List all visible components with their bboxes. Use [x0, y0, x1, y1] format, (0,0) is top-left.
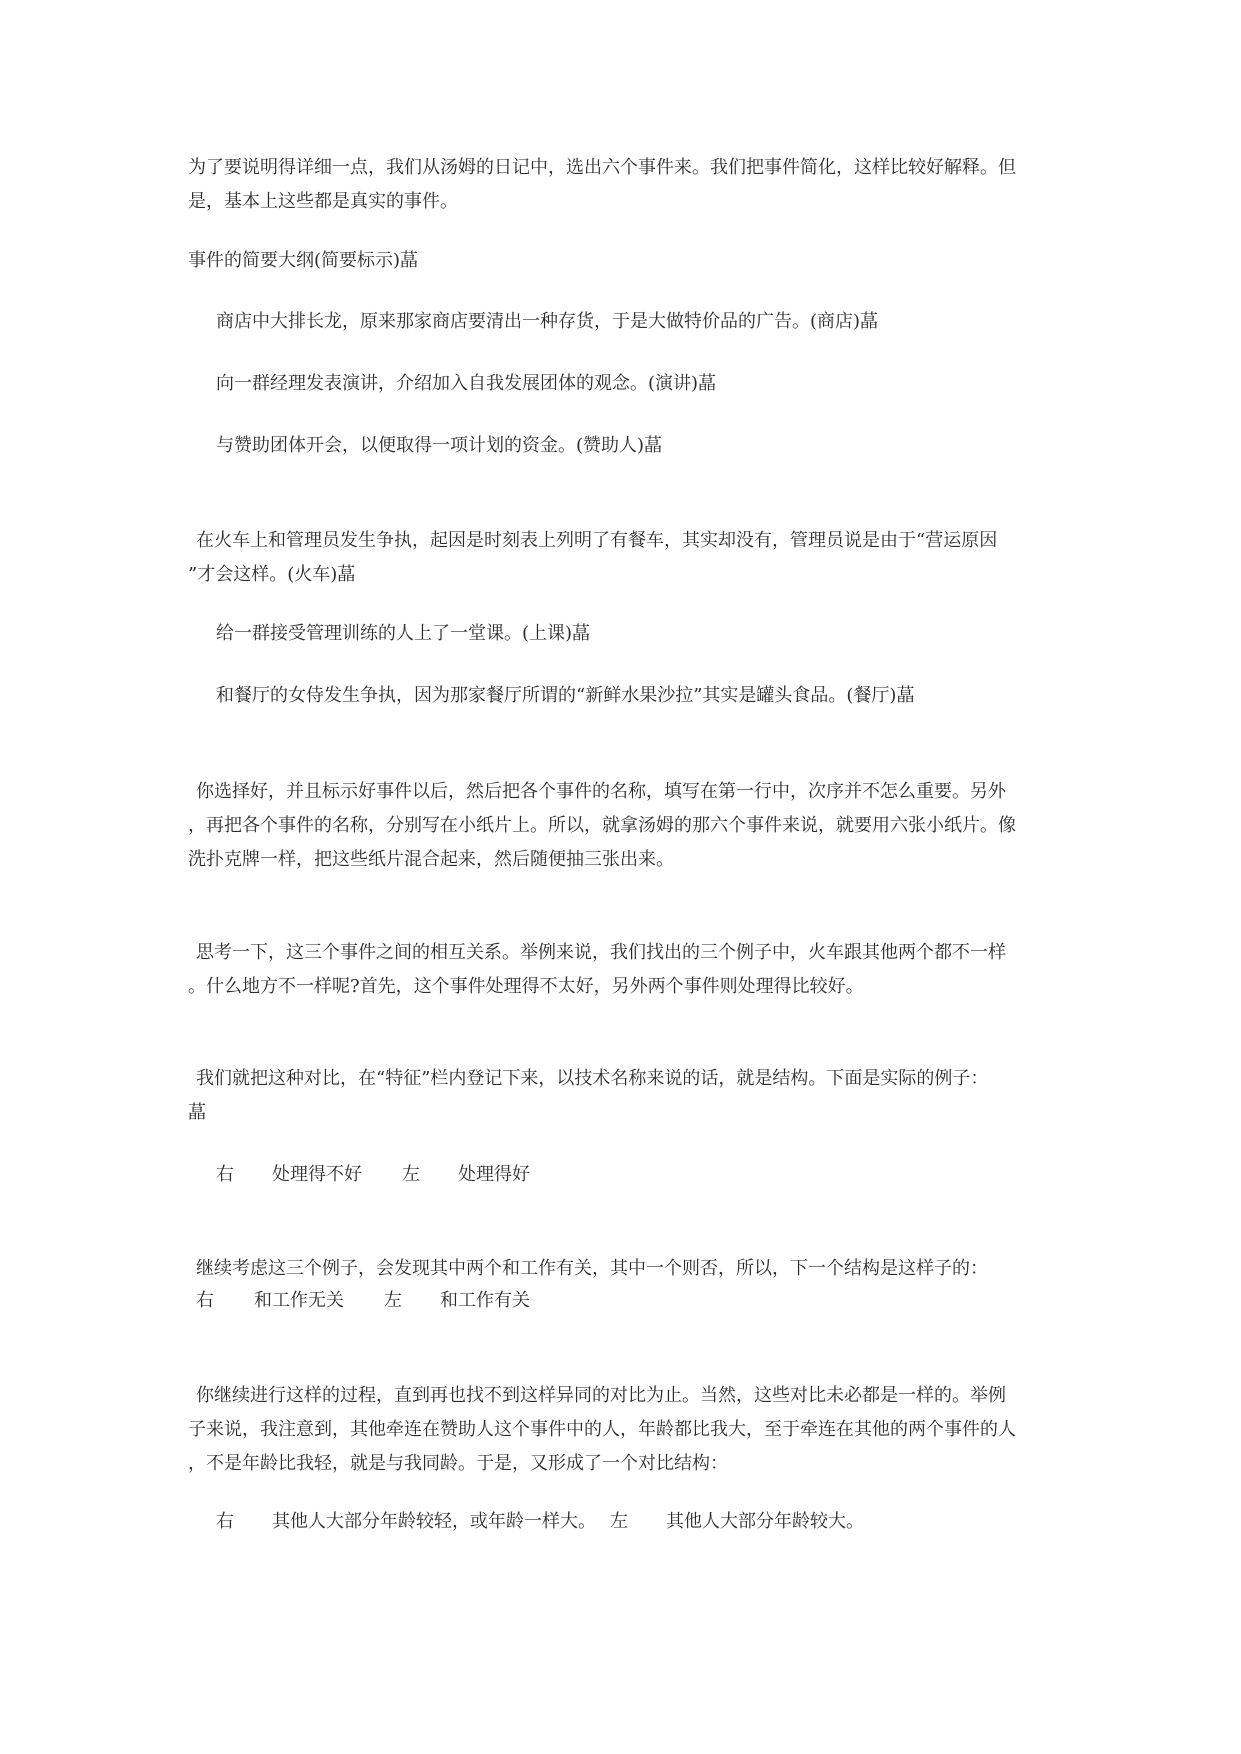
choose-line-3: 洗扑克牌一样，把这些纸片混合起来，然后随便抽三张出来。 — [188, 849, 674, 870]
construct-3-left-text: 其他人大部分年龄较大。 — [666, 1511, 864, 1532]
construct-3-left-label: 左 — [610, 1511, 628, 1532]
think-line-2: 。什么地方不一样呢?首先，这个事件处理得不太好，另外两个事件则处理得比较好。 — [188, 976, 864, 997]
construct-2-right-label: 右 — [196, 1290, 214, 1311]
process-line-3: ，不是年龄比我轻，就是与我同龄。于是，又形成了一个对比结构： — [188, 1453, 728, 1474]
construct-1-right-text: 处理得不好 — [272, 1164, 362, 1185]
contrast-line-1: 我们就把这种对比，在“特征”栏内登记下来，以技术名称来说的话，就是结构。下面是实际的例子： — [196, 1068, 989, 1089]
continue-line-1: 继续考虑这三个例子，会发现其中两个和工作有关，其中一个则否，所以，下一个结构是这样子的： — [196, 1258, 988, 1279]
construct-2-right-text: 和工作无关 — [254, 1290, 344, 1311]
think-line-1: 思考一下，这三个事件之间的相互关系。举例来说，我们找出的三个例子中，火车跟其他两个都不一样 — [196, 942, 1006, 963]
event-class: 给一群接受管理训练的人上了一堂课。(上课)蕌 — [216, 623, 591, 644]
event-sponsor: 与赞助团体开会，以便取得一项计划的资金。(赞助人)蕌 — [216, 435, 663, 456]
event-speech: 向一群经理发表演讲，介绍加入自我发展团体的观念。(演讲)蕌 — [216, 373, 717, 394]
construct-1-right-label: 右 — [216, 1164, 234, 1185]
construct-2-left-text: 和工作有关 — [440, 1290, 530, 1311]
event-restaurant: 和餐厅的女侍发生争执，因为那家餐厅所谓的“新鲜水果沙拉”其实是罐头食品。(餐厅)蕌 — [216, 685, 915, 706]
event-store: 商店中大排长龙，原来那家商店要清出一种存货，于是大做特价品的广告。(商店)蕌 — [216, 311, 879, 332]
contrast-line-2: 蕌 — [188, 1102, 206, 1123]
choose-line-1: 你选择好，并且标示好事件以后，然后把各个事件的名称，填写在第一行中，次序并不怎么重要。另外 — [196, 781, 1006, 802]
intro-line-1: 为了要说明得详细一点，我们从汤姆的日记中，选出六个事件来。我们把事件简化，这样比较好解释。但 — [188, 157, 1016, 178]
process-line-1: 你继续进行这样的过程，直到再也找不到这样异同的对比为止。当然，这些对比未必都是一样的。举例 — [196, 1385, 1006, 1406]
choose-line-2: ，再把各个事件的名称，分别写在小纸片上。所以，就拿汤姆的那六个事件来说，就要用六张小纸片。像 — [188, 815, 1016, 836]
event-train-line-1: 在火车上和管理员发生争执，起因是时刻表上列明了有餐车，其实却没有，管理员说是由于“营运原因 — [196, 530, 998, 551]
construct-2-left-label: 左 — [384, 1290, 402, 1311]
intro-line-2: 是，基本上这些都是真实的事件。 — [188, 191, 458, 212]
construct-3-right-label: 右 — [216, 1511, 234, 1532]
construct-3-right-text: 其他人大部分年龄较轻，或年龄一样大。 — [272, 1511, 596, 1532]
construct-1-left-label: 左 — [402, 1164, 420, 1185]
process-line-2: 子来说，我注意到，其他牵连在赞助人这个事件中的人，年龄都比我大，至于牵连在其他的两个事件的人 — [188, 1419, 1016, 1440]
event-train-line-2: ”才会这样。(火车)蕌 — [188, 564, 356, 585]
construct-1-left-text: 处理得好 — [458, 1164, 530, 1185]
outline-heading: 事件的简要大纲(简要标示)蕌 — [188, 250, 419, 271]
